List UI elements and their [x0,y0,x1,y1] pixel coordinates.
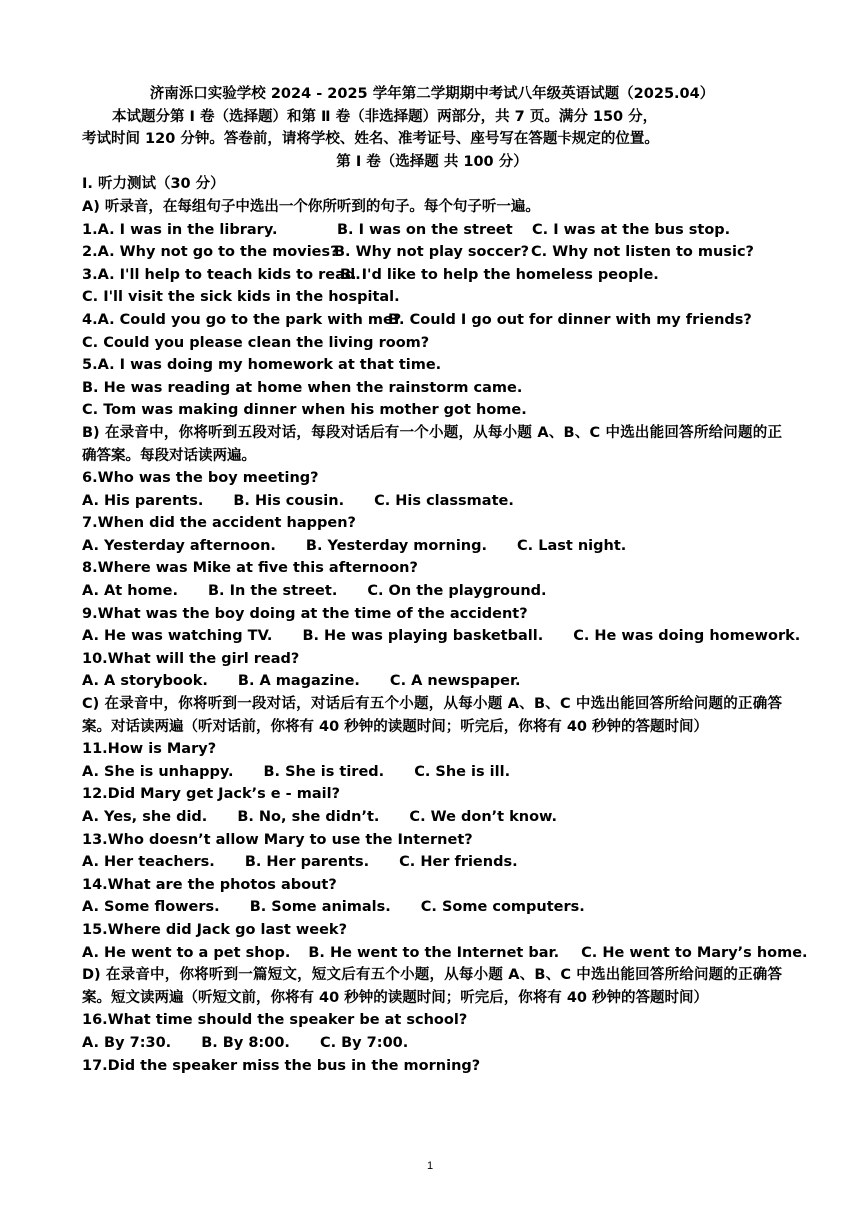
q12-question: 12.Did Mary get Jack’s e - mail? [82,786,340,803]
q9-option-b: B. He was playing basketball. [302,628,544,645]
q11-options [82,761,782,784]
q16-option-a: A. By 7:30. [82,1034,172,1051]
q11-question: 11.How is Mary? [82,741,217,758]
q7-option-b: B. Yesterday morning. [305,537,488,554]
q10-question: 10.What will the girl read? [82,650,300,667]
q9-question: 9.What was the boy doing at the time of the accident? [82,605,528,622]
q5-option-a: 5.A. I was doing my homework at that time. [82,357,442,374]
intro-line-2: 考试时间 120 分钟。答卷前，请将学校、姓名、准考证号、座号写在答题卡规定的位置。 [82,131,659,148]
page-content [82,83,808,1077]
q12-option-c: C. We don’t know. [409,809,558,825]
q4-option-c: C. Could you please clean the living room? [82,334,430,351]
question-2 [82,241,782,264]
q4-option-b: B. Could I go out for dinner with my friends? [388,311,752,328]
q2-option-b: B. Why not play soccer? [334,244,530,261]
q17-question: 17.Did the speaker miss the bus in the morning? [82,1057,481,1074]
q12-options [82,806,782,829]
q6-option-b: B. His cousin. [233,492,345,509]
q7-options [82,535,782,558]
q10-option-c: C. A newspaper. [389,673,521,690]
q12-option-b: B. No, she didn’t. [237,809,380,825]
q5-option-b: B. He was reading at home when the rainstorm came. [82,379,523,396]
question-3 [82,264,782,287]
intro-line-1: 本试题分第 Ⅰ 卷（选择题）和第 Ⅱ 卷（非选择题）两部分，共 7 页。满分 150 分， [112,108,658,125]
q9-option-c: C. He was doing homework. [573,628,801,645]
q8-options [82,580,782,603]
q8-option-c: C. On the playground. [367,583,547,600]
q6-option-c: C. His classmate. [374,492,514,509]
q12-option-a: A. Yes, she did. [82,809,208,825]
q8-option-b: B. In the street. [208,583,338,600]
q14-option-b: B. Some animals. [249,899,391,916]
q3-option-c: C. I'll visit the sick kids in the hospital. [82,289,400,306]
q6-question: 6.Who was the boy meeting? [82,470,319,487]
section-title: I. 听力测试（30 分） [82,176,225,193]
q9-option-a: A. He was watching TV. [82,628,273,645]
q8-option-a: A. At home. [82,583,178,600]
q14-option-a: A. Some flowers. [82,899,220,916]
q15-option-a: A. He went to a pet shop. [82,944,291,961]
q13-option-c: C. Her friends. [399,854,518,871]
q2-option-a: 2.A. Why not go to the movies? [82,244,339,261]
q1-option-a: 1.A. I was in the library. [82,221,278,238]
q5-option-c: C. Tom was making dinner when his mother got home. [82,402,527,419]
q15-option-c: C. He went to Mary’s home. [581,944,808,961]
q7-option-a: A. Yesterday afternoon. [82,537,276,554]
q9-options [82,625,801,648]
q1-option-c: C. I was at the bus stop. [532,221,731,238]
q14-options [82,896,782,919]
page-number: 1 [426,1160,434,1172]
q15-option-b: B. He went to the Internet bar. [308,944,560,961]
q10-options [82,670,782,693]
q6-option-a: A. His parents. [82,492,204,509]
q16-option-b: B. By 8:00. [201,1034,290,1051]
part-b-instruction: B) 在录音中，你将听到五段对话，每段对话后有一个小题，从每小题 A、B、C 中选出能回答所给问题的正确答案。每段对话读两遍。 [82,424,782,464]
q7-option-c: C. Last night. [517,537,627,554]
q13-options [82,851,782,874]
q3-option-a: 3.A. I'll help to teach kids to read. [82,266,361,283]
q11-option-c: C. She is ill. [414,763,511,780]
q11-option-b: B. She is tired. [263,763,385,780]
q8-question: 8.Where was Mike at five this afternoon? [82,560,418,577]
q11-option-a: A. She is unhappy. [82,763,234,780]
q16-option-c: C. By 7:00. [319,1034,409,1051]
q1-option-b: B. I was on the street [337,221,513,238]
q13-option-b: B. Her parents. [244,854,370,871]
q7-question: 7.When did the accident happen? [82,515,356,532]
q3-option-b: B. I'd like to help the homeless people. [340,266,659,283]
q15-options [82,942,808,965]
part-a-instruction: A) 听录音，在每组句子中选出一个你所听到的句子。每个句子听一遍。 [82,198,540,215]
q14-question: 14.What are the photos about? [82,876,337,893]
q15-question: 15.Where did Jack go last week? [82,921,347,938]
q13-option-a: A. Her teachers. [82,854,215,871]
question-4 [82,309,782,332]
q14-option-c: C. Some computers. [420,899,585,916]
part-c-instruction: C) 在录音中，你将听到一段对话，对话后有五个小题，从每小题 A、B、C 中选出能回答所给问题的正确答案。对话读两遍（听对话前，你将有 40 秒钟的读题时间；听完后，你将有 40 秒钟的答题时间） [82,696,782,735]
part-title: 第 Ⅰ 卷（选择题 共 100 分） [336,153,528,170]
q6-options [82,490,782,513]
q13-question: 13.Who doesn’t allow Mary to use the Internet? [82,831,473,848]
q16-options [82,1032,782,1055]
q16-question: 16.What time should the speaker be at school? [82,1012,468,1029]
q4-option-a: 4.A. Could you go to the park with me? [82,311,402,328]
part-d-instruction: D) 在录音中，你将听到一篇短文，短文后有五个小题，从每小题 A、B、C 中选出能回答所给问题的正确答案。短文读两遍（听短文前，你将有 40 秒钟的读题时间；听完后，你将有 40 秒钟的答题时间） [82,967,782,1006]
q10-option-a: A. A storybook. [82,673,208,690]
question-1 [82,219,782,242]
q2-option-c: C. Why not listen to music? [531,244,754,261]
exam-title: 济南泺口实验学校 2024 - 2025 学年第二学期期中考试八年级英语试题（2025.04） [149,86,715,102]
q10-option-b: B. A magazine. [237,673,360,690]
